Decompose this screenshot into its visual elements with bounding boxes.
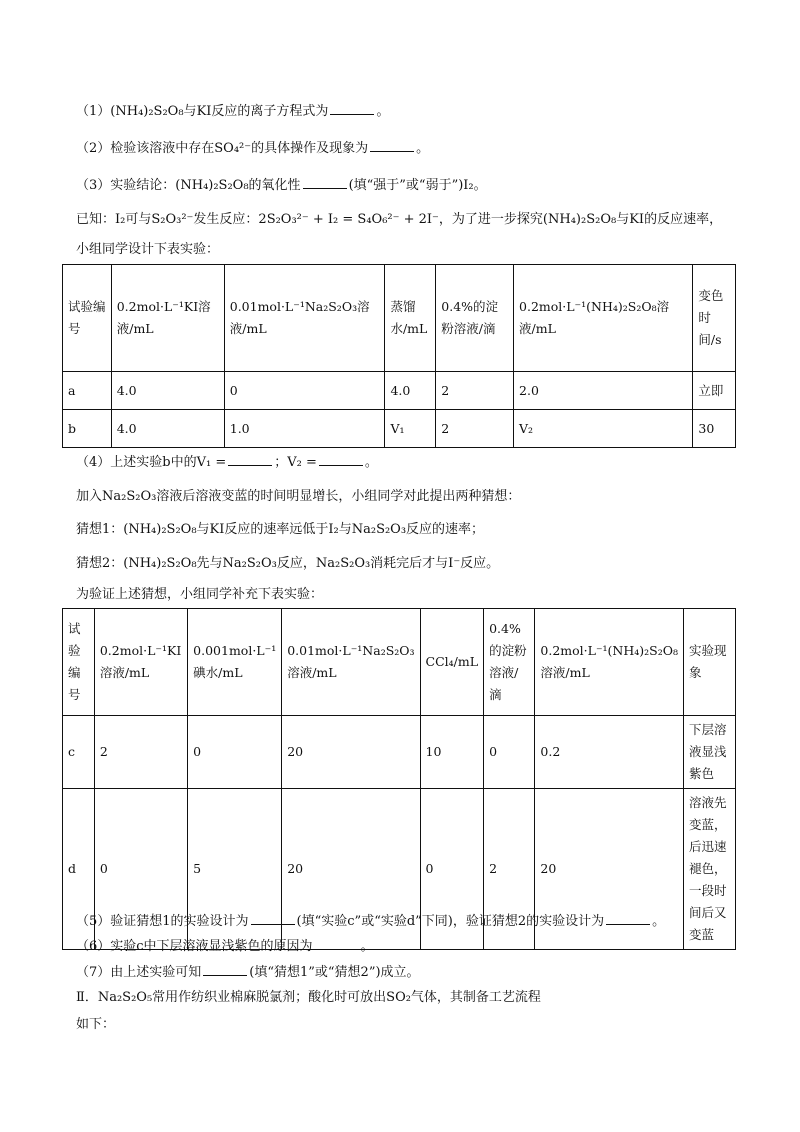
table2-cell: 0.2 (535, 716, 684, 789)
q1-ki: KI (196, 104, 212, 119)
table2-cell: 0 (94, 789, 187, 950)
table1-cell: 4.0 (111, 410, 224, 448)
intro-text: 加入Na₂S₂O₃溶液后溶液变蓝的时间明显增长，小组同学对此提出两种猜想： (76, 489, 521, 504)
table1-cell: 4.0 (385, 372, 436, 410)
q6-end: 。 (360, 939, 374, 954)
table1-cell: a (63, 372, 112, 410)
experiment-table-1 (62, 264, 736, 448)
table2-cell: 2 (484, 789, 535, 950)
table2-cell: c (63, 716, 95, 789)
known-mid: ，为了进一步探究 (438, 212, 543, 227)
table2-cell: 溶液先变蓝，后迅速褪色，一段时间后又变蓝 (684, 789, 736, 950)
table1-cell: 2 (436, 372, 514, 410)
known-compound: (NH₄)₂S₂O₈ (542, 212, 617, 227)
q5-text: （5）验证猜想1的实验设计为 (76, 914, 249, 929)
guess-2: 猜想2：(NH₄)₂S₂O₈先与Na₂S₂O₃反应，Na₂S₂O₃消耗完后才与I⁻反应。 (76, 556, 500, 571)
q6-blank[interactable] (315, 935, 359, 950)
table2-cell: 0 (484, 716, 535, 789)
q4-v2-blank[interactable] (319, 451, 363, 466)
question-7 (76, 961, 420, 983)
q1-and: 与 (183, 104, 197, 119)
table2-header-row (63, 609, 736, 716)
table1-cell: 4.0 (111, 372, 224, 410)
table2-cell: 20 (282, 789, 420, 950)
q3-paren: (填“强于”或“弱于”)I₂。 (348, 178, 487, 193)
table1-cell: 1.0 (224, 410, 385, 448)
known-pre: 已知：I₂可与S₂O₃²⁻发生反应： (76, 212, 259, 227)
question-4 (76, 451, 378, 473)
q4-text: （4）上述实验b中的V₁ = (76, 455, 227, 470)
table2-cell: 0 (420, 789, 484, 950)
table2-header-cell: 0.4%的淀粉溶液/滴 (484, 609, 535, 716)
table1-cell: 0 (224, 372, 385, 410)
table2-header-cell: 0.001mol·L⁻¹碘水/mL (188, 609, 282, 716)
q5-mid: (填“实验c”或“实验d”下同)，验证猜想2的实验设计为 (296, 914, 605, 929)
table2-cell: 5 (188, 789, 282, 950)
table2-cell: 20 (282, 716, 420, 789)
q1-number: （1） (76, 104, 111, 119)
table2-row-c (63, 716, 736, 789)
q1-text: 反应的离子方程式为 (211, 104, 329, 119)
q5-blank-2[interactable] (606, 910, 650, 925)
q5-blank-1[interactable] (251, 910, 295, 925)
table2-cell: 2 (94, 716, 187, 789)
table2-header-cell: 0.01mol·L⁻¹Na₂S₂O₃溶液/mL (282, 609, 420, 716)
q3-answer-blank[interactable] (303, 174, 347, 189)
q6-text: （6）实验c中下层溶液显浅紫色的原因为 (76, 939, 313, 954)
q3-tail: 的氧化性 (248, 178, 301, 193)
table2-cell: 20 (535, 789, 684, 950)
q1-compound: (NH₄)₂S₂O₈ (110, 104, 184, 119)
q1-answer-blank[interactable] (330, 100, 374, 115)
q4-end: 。 (364, 455, 378, 470)
q7-blank[interactable] (203, 961, 247, 976)
table2-header-cell: CCl₄/mL (420, 609, 484, 716)
table2-cell: 10 (420, 716, 484, 789)
table1-row-b (63, 410, 736, 448)
known-tail: 的反应速率， (644, 212, 723, 227)
question-2 (76, 137, 429, 159)
known-ki: KI (629, 212, 645, 227)
table1-header-cell: 变色时间/s (693, 265, 736, 372)
question-1 (76, 100, 389, 122)
table1-header-cell: 试验编号 (63, 265, 112, 372)
table1-cell: 2.0 (514, 372, 693, 410)
table1-cell: 2 (436, 410, 514, 448)
q3-compound: (NH₄)₂S₂O₈ (175, 178, 249, 193)
q7-end: (填“猜想1”或“猜想2”)成立。 (249, 965, 420, 980)
table2-header-cell: 0.2mol·L⁻¹KI溶液/mL (94, 609, 187, 716)
known-line2: 小组同学设计下表实验： (76, 242, 220, 257)
table1-header-cell: 0.4%的淀粉溶液/滴 (436, 265, 514, 372)
q1-end: 。 (376, 104, 390, 119)
table2-header-cell: 0.2mol·L⁻¹(NH₄)₂S₂O₈溶液/mL (535, 609, 684, 716)
q4-v1-blank[interactable] (228, 451, 272, 466)
q5-end: 。 (652, 914, 666, 929)
table2-header-cell: 实验现象 (684, 609, 736, 716)
table1-header-cell: 0.2mol·L⁻¹KI溶液/mL (111, 265, 224, 372)
table2-cell: 0 (188, 716, 282, 789)
known-and: 与 (616, 212, 630, 227)
question-6 (76, 935, 374, 957)
verify-text: 为验证上述猜想，小组同学补充下表实验： (76, 587, 324, 602)
table1-row-a (63, 372, 736, 410)
table2-header-cell: 试验编号 (63, 609, 95, 716)
part-ii-line1: Ⅱ．Na₂S₂O₅常用作纺织业棉麻脱氯剂；酸化时可放出SO₂气体，其制备工艺流程 (76, 990, 541, 1005)
table1-cell: V₂ (514, 410, 693, 448)
table1-cell: b (63, 410, 112, 448)
table1-header-cell: 蒸馏水/mL (385, 265, 436, 372)
experiment-table-2 (62, 608, 736, 950)
table2-cell: d (63, 789, 95, 950)
q7-text: （7）由上述实验可知 (76, 965, 202, 980)
table2-cell: 下层溶液显浅紫色 (684, 716, 736, 789)
guess-1: 猜想1：(NH₄)₂S₂O₈与KI反应的速率远低于I₂与Na₂S₂O₃反应的速率； (76, 522, 485, 537)
table1-header-row (63, 265, 736, 372)
table1-header-cell: 0.2mol·L⁻¹(NH₄)₂S₂O₈溶液/mL (514, 265, 693, 372)
known-statement (76, 210, 722, 230)
q2-text: （2）检验该溶液中存在 (76, 141, 215, 156)
part-ii-line2: 如下： (76, 1017, 116, 1032)
table1-cell: 30 (693, 410, 736, 448)
table1-cell: 立即 (693, 372, 736, 410)
table1-cell: V₁ (385, 410, 436, 448)
q2-end: 。 (416, 141, 430, 156)
q4-sep: ；V₂ = (274, 455, 317, 470)
known-equation: 2S₂O₃²⁻ + I₂ = S₄O₆²⁻ + 2I⁻ (258, 212, 439, 227)
q2-answer-blank[interactable] (370, 137, 414, 152)
q3-text: （3）实验结论： (76, 178, 176, 193)
q2-tail: 的具体操作及现象为 (251, 141, 369, 156)
question-3 (76, 174, 487, 196)
table1-header-cell: 0.01mol·L⁻¹Na₂S₂O₃溶液/mL (224, 265, 385, 372)
question-5 (76, 910, 665, 932)
q2-ion: SO₄²⁻ (214, 141, 252, 156)
